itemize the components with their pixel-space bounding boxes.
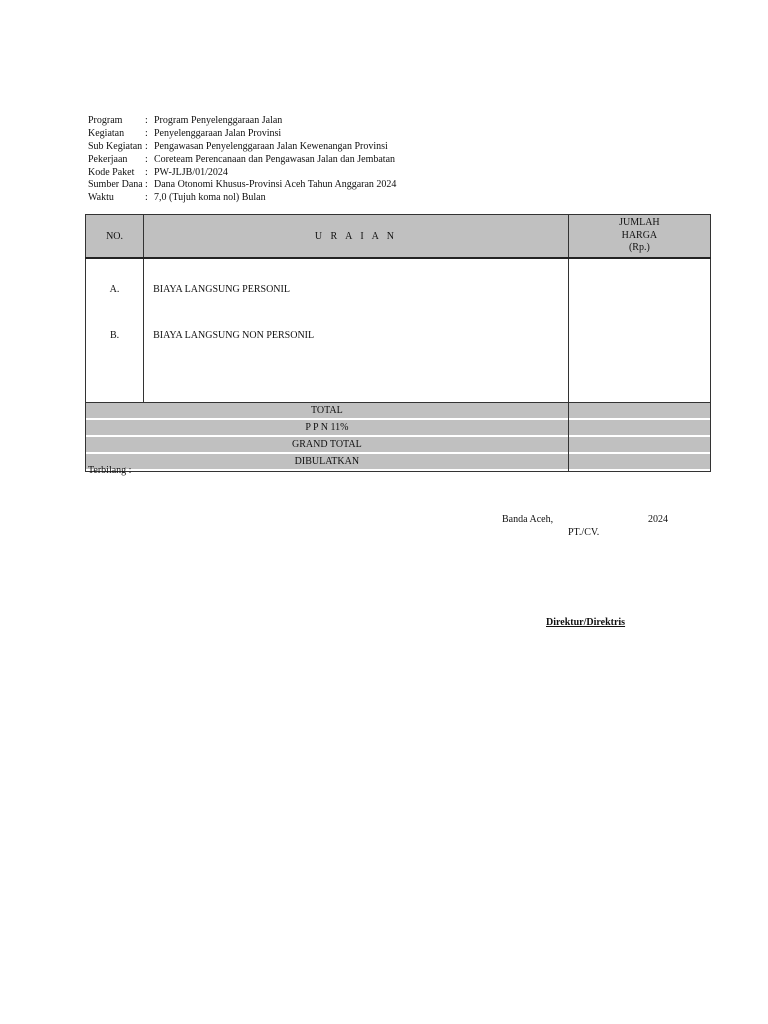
signature-place: Banda Aceh, <box>502 514 554 525</box>
summary-label: GRAND TOTAL <box>86 437 569 452</box>
table-header-row <box>86 215 711 259</box>
summary-row-dibulatkan <box>86 454 711 469</box>
info-colon: : <box>145 115 148 126</box>
uraian-column-cell <box>144 258 569 403</box>
summary-row-total <box>86 403 711 419</box>
info-value: 7,0 (Tujuh koma nol) Bulan <box>154 192 266 204</box>
info-label: Sumber Dana <box>88 179 143 191</box>
cost-table <box>85 214 711 472</box>
summary-label: TOTAL <box>86 403 569 419</box>
info-row-kode-paket <box>88 167 396 180</box>
info-value: Program Penyelenggaraan Jalan <box>154 115 283 126</box>
info-label: Pekerjaan <box>88 153 128 165</box>
info-row-waktu <box>88 192 396 205</box>
info-row-sumber-dana <box>88 179 396 192</box>
info-label: Program <box>88 115 123 126</box>
info-colon: : <box>145 179 148 191</box>
signature-company: PT./CV. <box>568 527 600 538</box>
header-harga-line: HARGA <box>621 229 658 241</box>
item-no: A. <box>109 284 120 295</box>
item-no: B. <box>109 330 120 341</box>
info-colon: : <box>145 153 148 165</box>
info-label: Kode Paket <box>88 166 135 178</box>
summary-value <box>568 420 710 435</box>
summary-row-grand-total <box>86 437 711 452</box>
info-value: Penyelenggaraan Jalan Provinsi <box>154 127 282 139</box>
info-value: Coreteam Perencanaan dan Pengawasan Jalan dan Jembatan <box>154 153 396 165</box>
header-no: NO. <box>86 215 144 259</box>
info-row-pekerjaan <box>88 154 396 167</box>
header-uraian: U R A I A N <box>144 215 569 259</box>
table-body-row <box>86 258 711 403</box>
info-row-sub-kegiatan <box>88 141 396 154</box>
info-value: PW-JLJB/01/2024 <box>154 166 228 178</box>
summary-row-ppn <box>86 420 711 435</box>
header-jumlah-line: JUMLAH <box>619 217 660 229</box>
jumlah-column-cell <box>568 258 710 403</box>
info-label: Sub Kegiatan <box>88 140 143 152</box>
summary-value <box>568 437 710 452</box>
header-jumlah-harga <box>568 215 710 259</box>
info-value: Pengawasan Penyelenggaraan Jalan Kewenangan Provinsi <box>154 140 388 152</box>
terbilang-label: Terbilang : <box>88 465 132 476</box>
info-value: Dana Otonomi Khusus-Provinsi Aceh Tahun Anggaran 2024 <box>154 179 397 191</box>
item-uraian: BIAYA LANGSUNG NON PERSONIL <box>153 330 315 341</box>
info-colon: : <box>145 127 148 139</box>
summary-value <box>568 403 710 419</box>
item-uraian: BIAYA LANGSUNG PERSONIL <box>153 284 290 295</box>
info-row-program <box>88 115 396 128</box>
info-label: Kegiatan <box>88 127 125 139</box>
signature-title: Direktur/Direktris <box>546 617 626 628</box>
info-row-kegiatan <box>88 128 396 141</box>
document-info <box>88 115 396 205</box>
no-column-cell <box>86 258 144 403</box>
info-colon: : <box>145 166 148 178</box>
header-rp-line: (Rp.) <box>628 242 650 254</box>
summary-value <box>568 454 710 469</box>
info-colon: : <box>145 192 148 204</box>
summary-label: DIBULATKAN <box>86 454 569 469</box>
signature-year: 2024 <box>648 514 668 525</box>
summary-label: P P N 11% <box>86 420 569 435</box>
info-label: Waktu <box>88 192 114 204</box>
info-colon: : <box>145 140 148 152</box>
